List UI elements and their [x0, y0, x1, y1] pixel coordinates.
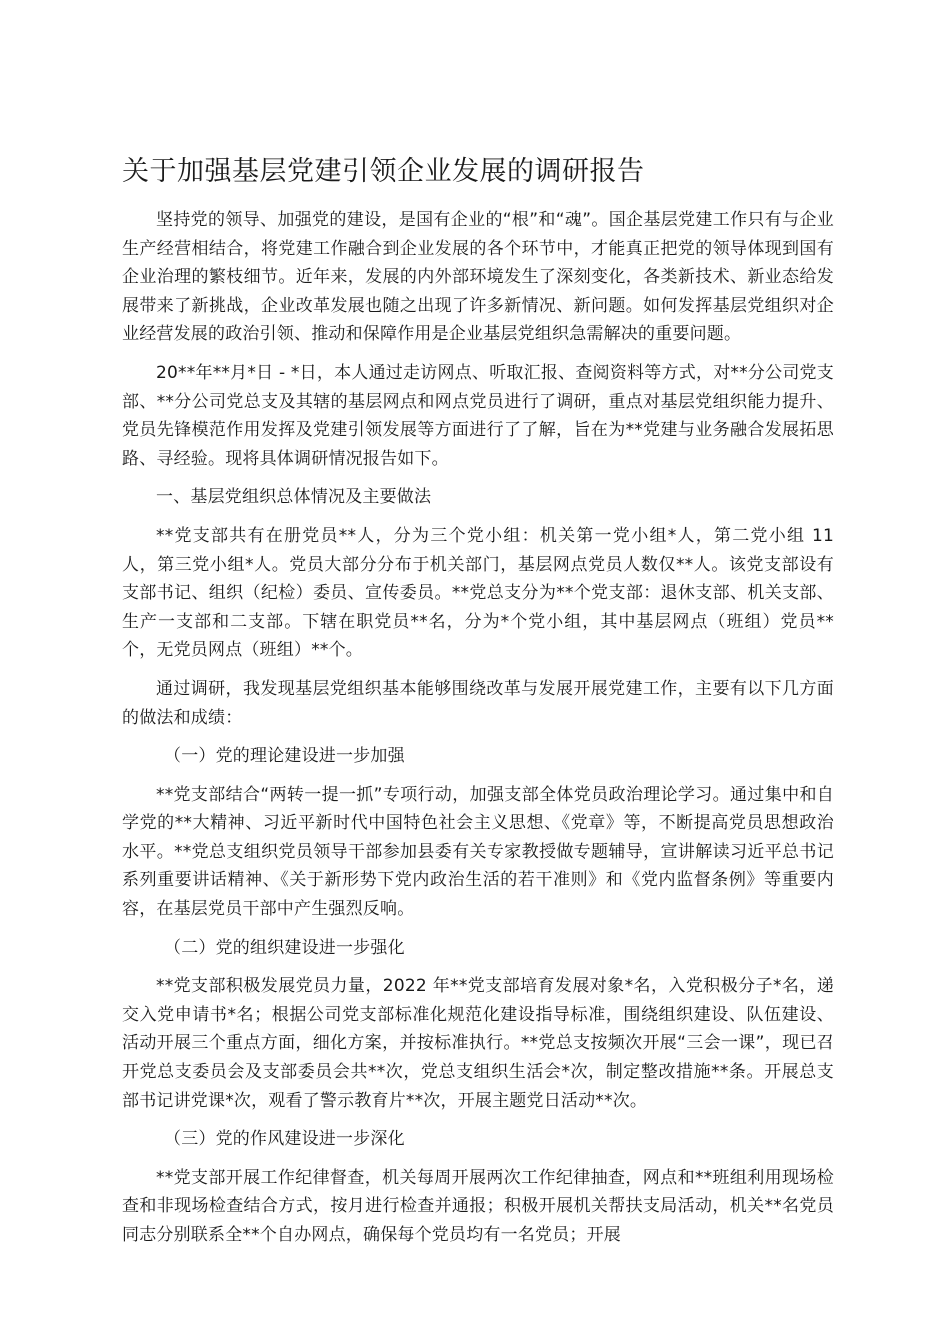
subsection-heading-conduct: （三）党的作风建设进一步深化 [164, 1129, 405, 1150]
organization-overview-paragraph: **党支部共有在册党员**人，分为三个党小组：机关第一党小组*人，第二党小组 11 人，第三党小组*人。党员大部分分布于机关部门，基层网点党员人数仅**人。该党支部设有支部书记、组织（纪检）委员、宣传委员。**党总支分为**个党支部：退休支部、机关支部、生产一支部和二支部。下辖在职党员**名，分为*个党小组，其中基层网点（班组）党员**个，无党员网点（班组）**个。 [122, 525, 834, 661]
section-heading: 一、基层党组织总体情况及主要做法 [156, 487, 432, 508]
survey-paragraph: 20**年**月*日 - *日，本人通过走访网点、听取汇报、查阅资料等方式，对**分公司党支部、**分公司党总支及其辖的基层网点和网点党员进行了调研，重点对基层党组织能力提升、党员先锋模范作用发挥及党建引领发展等方面进行了了解，旨在为**党建与业务融合发展拓思路、寻经验。现将具体调研情况报告如下。 [122, 362, 834, 469]
subsection-paragraph-conduct: **党支部开展工作纪律督查，机关每周开展两次工作纪律抽查，网点和**班组利用现场检查和非现场检查结合方式，按月进行检查并通报；积极开展机关帮扶支局活动，机关**名党员同志分别联系全**个自办网点，确保每个党员均有一名党员；开展 [122, 1167, 834, 1245]
findings-intro-paragraph: 通过调研，我发现基层党组织基本能够围绕改革与发展开展党建工作，主要有以下几方面的做法和成绩： [122, 678, 834, 728]
subsection-paragraph-theory: **党支部结合“两转一提一抓”专项行动，加强支部全体党员政治理论学习。通过集中和自学党的**大精神、习近平新时代中国特色社会主义思想、《党章》等，不断提高党员思想政治水平。**党总支组织党员领导干部参加县委有关专家教授做专题辅导，宣讲解读习近平总书记系列重要讲话精神、《关于新形势下党内政治生活的若干准则》和《党内监督条例》等重要内容，在基层党员干部中产生强烈反响。 [122, 784, 834, 920]
document-body [122, 206, 834, 1260]
subsection-heading-organization: （二）党的组织建设进一步强化 [164, 937, 405, 958]
intro-paragraph: 坚持党的领导、加强党的建设，是国有企业的“根”和“魂”。国企基层党建工作只有与企业生产经营相结合，将党建工作融合到企业发展的各个环节中，才能真正把党的领导体现到国有企业治理的繁枝细节。近年来，发展的内外部环境发生了深刻变化，各类新技术、新业态给发展带来了新挑战，企业改革发展也随之出现了许多新情况、新问题。如何发挥基层党组织对企业经营发展的政治引领、推动和保障作用是企业基层党组织急需解决的重要问题。 [122, 210, 834, 345]
subsection-heading-theory: （一）党的理论建设进一步加强 [164, 746, 405, 767]
document-title: 关于加强基层党建引领企业发展的调研报告 [122, 156, 645, 187]
subsection-paragraph-organization: **党支部积极发展党员力量，2022 年**党支部培育发展对象*名，入党积极分子*名，递交入党申请书*名；根据公司党支部标准化规范化建设指导标准，围绕组织建设、队伍建设、活动开展三个重点方面，细化方案，并按标准执行。**党总支按频次开展“三会一课”，现已召开党总支委员会及支部委员会共**次，党总支组织生活会*次，制定整改措施**条。开展总支部书记讲党课*次，观看了警示教育片**次，开展主题党日活动**次。 [122, 976, 834, 1111]
